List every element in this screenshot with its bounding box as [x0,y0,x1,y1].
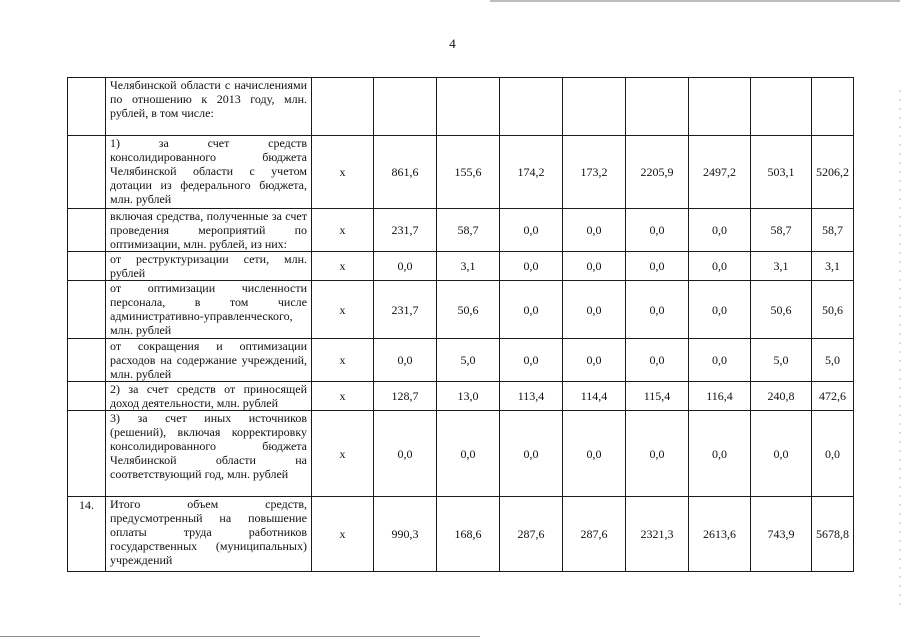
value-cell: 0,0 [563,411,626,497]
value-cell: 990,3 [374,497,437,572]
value-cell [500,78,563,136]
row-index-cell [68,411,106,497]
table-row [68,136,854,209]
table-row [68,411,854,497]
row-index-cell [68,339,106,382]
value-cell [689,78,751,136]
value-cell: 0,0 [689,281,751,339]
row-index-cell [68,136,106,209]
description-cell: от реструктуризации сети, млн. рублей [106,252,312,281]
scan-edge-noise [899,90,901,610]
value-cell: 0,0 [563,209,626,252]
value-cell: 0,0 [626,339,689,382]
table-row [68,209,854,252]
value-cell: 5,0 [812,339,854,382]
marker-cell: x [312,209,374,252]
value-cell: 155,6 [437,136,500,209]
value-cell: 0,0 [626,209,689,252]
table-row [68,281,854,339]
value-cell: 116,4 [689,382,751,411]
value-cell: 0,0 [500,411,563,497]
value-cell [812,78,854,136]
bottom-rule [0,636,480,637]
value-cell: 0,0 [626,411,689,497]
value-cell: 2497,2 [689,136,751,209]
description-cell: 1) за счет средств консолидированного бюджета Челябинской области с учетом дотации из федерального бюджета, млн. рублей [106,136,312,209]
marker-cell: x [312,339,374,382]
value-cell: 0,0 [563,339,626,382]
value-cell: 13,0 [437,382,500,411]
value-cell: 287,6 [563,497,626,572]
value-cell: 2205,9 [626,136,689,209]
value-cell: 0,0 [437,411,500,497]
row-index-cell: 14. [68,497,106,572]
table-row [68,497,854,572]
value-cell [563,78,626,136]
marker-cell: x [312,136,374,209]
value-cell: 3,1 [751,252,812,281]
description-cell: Челябинской области с начислениями по отношению к 2013 году, млн. рублей, в том числе: [106,78,312,136]
value-cell [751,78,812,136]
description-cell: 3) за счет иных источников (решений), включая корректировку консолидированного бюджета Челябинской области на соответствующий год, млн. рублей [106,411,312,497]
value-cell: 114,4 [563,382,626,411]
description-cell: от оптимизации численности персонала, в том числе административно-управленческого, млн. рублей [106,281,312,339]
value-cell: 128,7 [374,382,437,411]
value-cell: 58,7 [437,209,500,252]
value-cell: 174,2 [500,136,563,209]
value-cell: 2613,6 [689,497,751,572]
value-cell: 0,0 [563,252,626,281]
marker-cell [312,78,374,136]
description-cell: включая средства, полученные за счет проведения мероприятий по оптимизации, млн. рублей, из них: [106,209,312,252]
value-cell: 5678,8 [812,497,854,572]
value-cell: 0,0 [563,281,626,339]
value-cell: 5206,2 [812,136,854,209]
value-cell: 861,6 [374,136,437,209]
description-cell: 2) за счет средств от приносящей доход деятельности, млн. рублей [106,382,312,411]
value-cell: 3,1 [437,252,500,281]
value-cell: 0,0 [500,339,563,382]
value-cell [626,78,689,136]
marker-cell: x [312,252,374,281]
table-row [68,252,854,281]
value-cell: 240,8 [751,382,812,411]
marker-cell: x [312,411,374,497]
value-cell: 0,0 [689,339,751,382]
value-cell [374,78,437,136]
value-cell [437,78,500,136]
value-cell: 58,7 [812,209,854,252]
value-cell: 50,6 [751,281,812,339]
value-cell: 0,0 [500,252,563,281]
value-cell: 0,0 [689,252,751,281]
value-cell: 0,0 [500,281,563,339]
value-cell: 0,0 [812,411,854,497]
top-rule [490,0,900,2]
table-row [68,382,854,411]
row-index-cell [68,252,106,281]
row-index-cell [68,281,106,339]
value-cell: 168,6 [437,497,500,572]
value-cell: 0,0 [626,281,689,339]
value-cell: 472,6 [812,382,854,411]
value-cell: 0,0 [374,339,437,382]
value-cell: 0,0 [751,411,812,497]
description-cell: Итого объем средств, предусмотренный на повышение оплаты труда работников государственных (муниципальных) учреждений [106,497,312,572]
value-cell: 231,7 [374,281,437,339]
value-cell: 115,4 [626,382,689,411]
value-cell: 5,0 [751,339,812,382]
value-cell: 0,0 [626,252,689,281]
value-cell: 173,2 [563,136,626,209]
row-index-cell [68,382,106,411]
value-cell: 0,0 [689,411,751,497]
value-cell: 5,0 [437,339,500,382]
marker-cell: x [312,382,374,411]
value-cell: 50,6 [812,281,854,339]
value-cell: 50,6 [437,281,500,339]
table-row [68,78,854,136]
row-index-cell [68,209,106,252]
description-cell: от сокращения и оптимизации расходов на содержание учреждений, млн. рублей [106,339,312,382]
value-cell: 58,7 [751,209,812,252]
value-cell: 2321,3 [626,497,689,572]
value-cell: 743,9 [751,497,812,572]
page-number: 4 [449,36,456,51]
table-row [68,339,854,382]
value-cell: 113,4 [500,382,563,411]
value-cell: 3,1 [812,252,854,281]
marker-cell: x [312,281,374,339]
data-table [67,77,854,572]
value-cell: 503,1 [751,136,812,209]
value-cell: 231,7 [374,209,437,252]
value-cell: 0,0 [689,209,751,252]
row-index-cell [68,78,106,136]
value-cell: 287,6 [500,497,563,572]
value-cell: 0,0 [500,209,563,252]
value-cell: 0,0 [374,252,437,281]
value-cell: 0,0 [374,411,437,497]
marker-cell: x [312,497,374,572]
